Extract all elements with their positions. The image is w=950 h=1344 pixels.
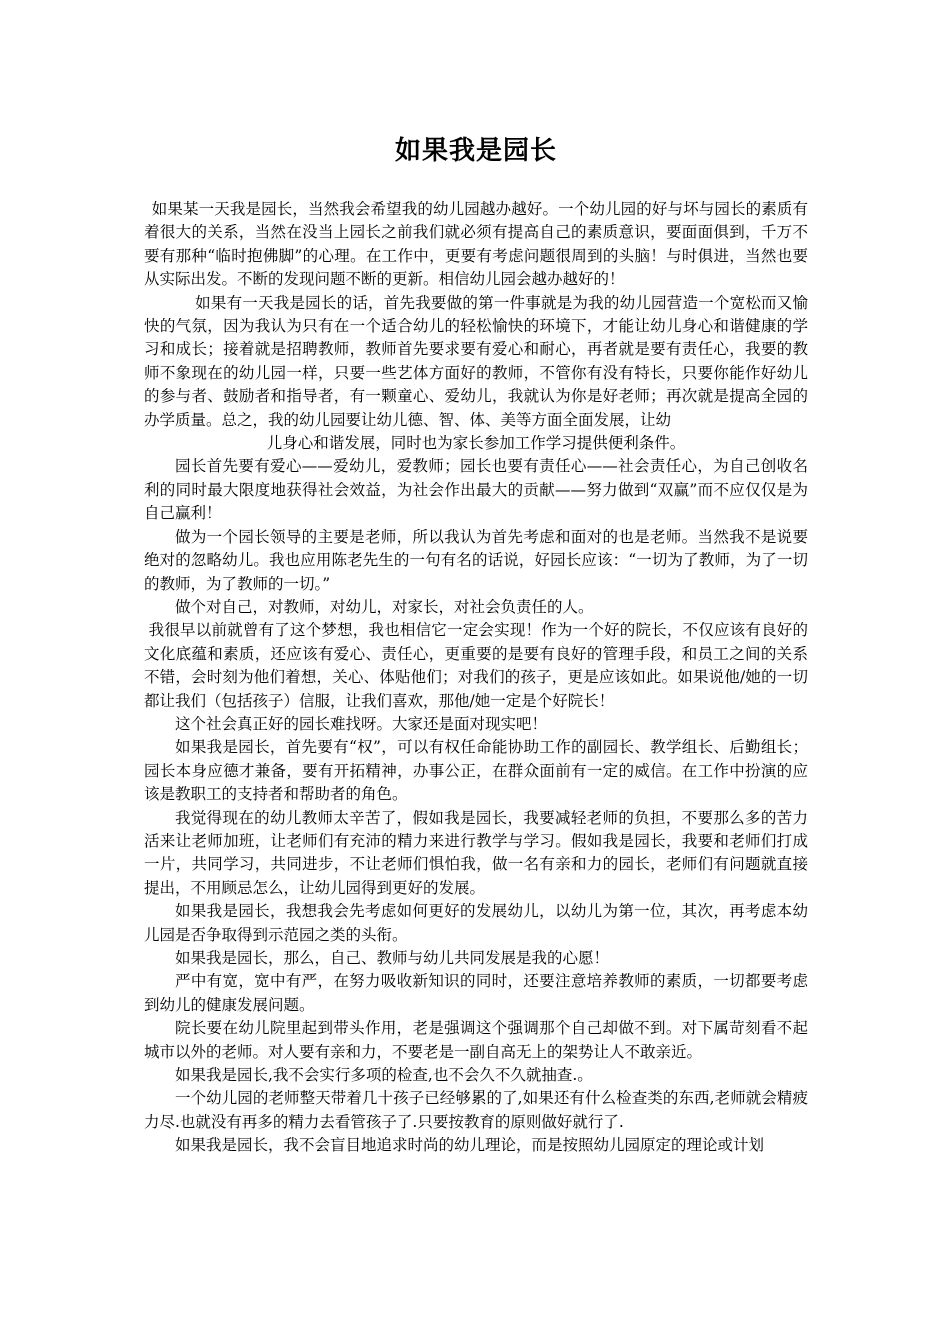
paragraph-2: 如果有一天我是园长的话，首先我要做的第一件事就是为我的幼儿园营造一个宽松而又愉快的气氛，因为我认为只有在一个适合幼儿的轻松愉快的环境下，才能让幼儿身心和谐健康的学习和成长；接着就是招聘教师，教师首先要求要有爱心和耐心，再者就是要有责任心，我要的教师不象现在的幼儿园一样，只要一些艺体方面好的教师，不管你有没有特长，只要你能作好幼儿的参与者、鼓励者和指导者，有一颗童心、爱幼儿，我就认为你是好老师；再次就是提高全园的办学质量。总之，我的幼儿园要让幼儿德、智、体、美等方面全面发展，让幼 bbox=[144, 293, 808, 429]
paragraph-15: 一个幼儿园的老师整天带着几十孩子已经够累的了,如果还有什么检查类的东西,老师就会精疲力尽.也就没有再多的精力去看管孩子了.只要按教育的原则做好就行了. bbox=[144, 1089, 808, 1131]
paragraph-1: 如果某一天我是园长，当然我会希望我的幼儿园越办越好。一个幼儿园的好与坏与园长的素质有着很大的关系，当然在没当上园长之前我们就必须有提高自己的素质意识，要面面俱到，千万不要有那种“临时抱佛脚”的心理。在工作中，更要有考虑问题很周到的头脑！与时俱进，当然也要从实际出发。不断的发现问题不断的更新。相信幼儿园会越办越好的！ bbox=[144, 200, 808, 289]
paragraph-3: 园长首先要有爱心——爱幼儿，爱教师；园长也要有责任心——社会责任心，为自己创收名利的同时最大限度地获得社会效益，为社会作出最大的贡献——努力做到“双赢”而不应仅仅是为自己赢利！ bbox=[144, 457, 808, 523]
document-title: 如果我是园长 bbox=[394, 136, 557, 166]
paragraph-6: 我很早以前就曾有了这个梦想，我也相信它一定会实现！作为一个好的院长，不仅应该有良好的文化底蕴和素质，还应该有爱心、责任心，更重要的是要有良好的管理手段，和员工之间的关系不错，会时刻为他们着想，关心、体贴他们；对我们的孩子，更是应该如此。如果说他/她的一切都让我们（包括孩子）信服，让我们喜欢，那他/她一定是个好院长！ bbox=[144, 621, 808, 710]
paragraph-16: 如果我是园长，我不会盲目地追求时尚的幼儿理论，而是按照幼儿园原定的理论或计划 bbox=[175, 1136, 765, 1155]
paragraph-9: 我觉得现在的幼儿教师太辛苦了，假如我是园长，我要减轻老师的负担，不要那么多的苦力活来让老师加班，让老师们有充沛的精力来进行教学与学习。假如我是园长，我要和老师们打成一片，共同学习，共同进步，不让老师们惧怕我，做一名有亲和力的园长，老师们有问题就直接提出，不用顾忌怎么，让幼儿园得到更好的发展。 bbox=[144, 808, 808, 897]
paragraph-10: 如果我是园长，我想我会先考虑如何更好的发展幼儿，以幼儿为第一位，其次，再考虑本幼儿园是否争取得到示范园之类的头衔。 bbox=[144, 902, 808, 944]
paragraph-4: 做为一个园长领导的主要是老师，所以我认为首先考虑和面对的也是老师。当然我不是说要绝对的忽略幼儿。我也应用陈老先生的一句有名的话说，好园长应该：“一切为了教师，为了一切的教师，为了教师的一切。” bbox=[144, 527, 808, 593]
paragraph-5: 做个对自己，对教师，对幼儿，对家长，对社会负责任的人。 bbox=[175, 597, 594, 616]
paragraph-7: 这个社会真正好的园长难找呀。大家还是面对现实吧！ bbox=[175, 714, 548, 733]
document-body bbox=[144, 198, 808, 1158]
paragraph-14: 如果我是园长,我不会实行多项的检查,也不会久不久就抽查.。 bbox=[175, 1066, 593, 1085]
paragraph-11: 如果我是园长，那么，自己、教师与幼儿共同发展是我的心愿！ bbox=[175, 949, 610, 967]
paragraph-2-continued: 儿身心和谐发展，同时也为家长参加工作学习提供便利条件。 bbox=[266, 434, 686, 453]
paragraph-8: 如果我是园长，首先要有“权”，可以有权任命能协助工作的副园长、教学组长、后勤组长；园长本身应德才兼备，要有开拓精神，办事公正，在群众面前有一定的威信。在工作中扮演的应该是教职工的支持者和帮助者的角色。 bbox=[144, 738, 808, 804]
document-page bbox=[144, 134, 808, 1158]
paragraph-13: 院长要在幼儿院里起到带头作用，老是强调这个强调那个自己却做不到。对下属苛刻看不起城市以外的老师。对人要有亲和力，不要老是一副自高无上的架势让人不敢亲近。 bbox=[144, 1019, 808, 1061]
paragraph-12: 严中有宽，宽中有严，在努力吸收新知识的同时，还要注意培养教师的素质，一切都要考虑到幼儿的健康发展问题。 bbox=[144, 972, 808, 1014]
